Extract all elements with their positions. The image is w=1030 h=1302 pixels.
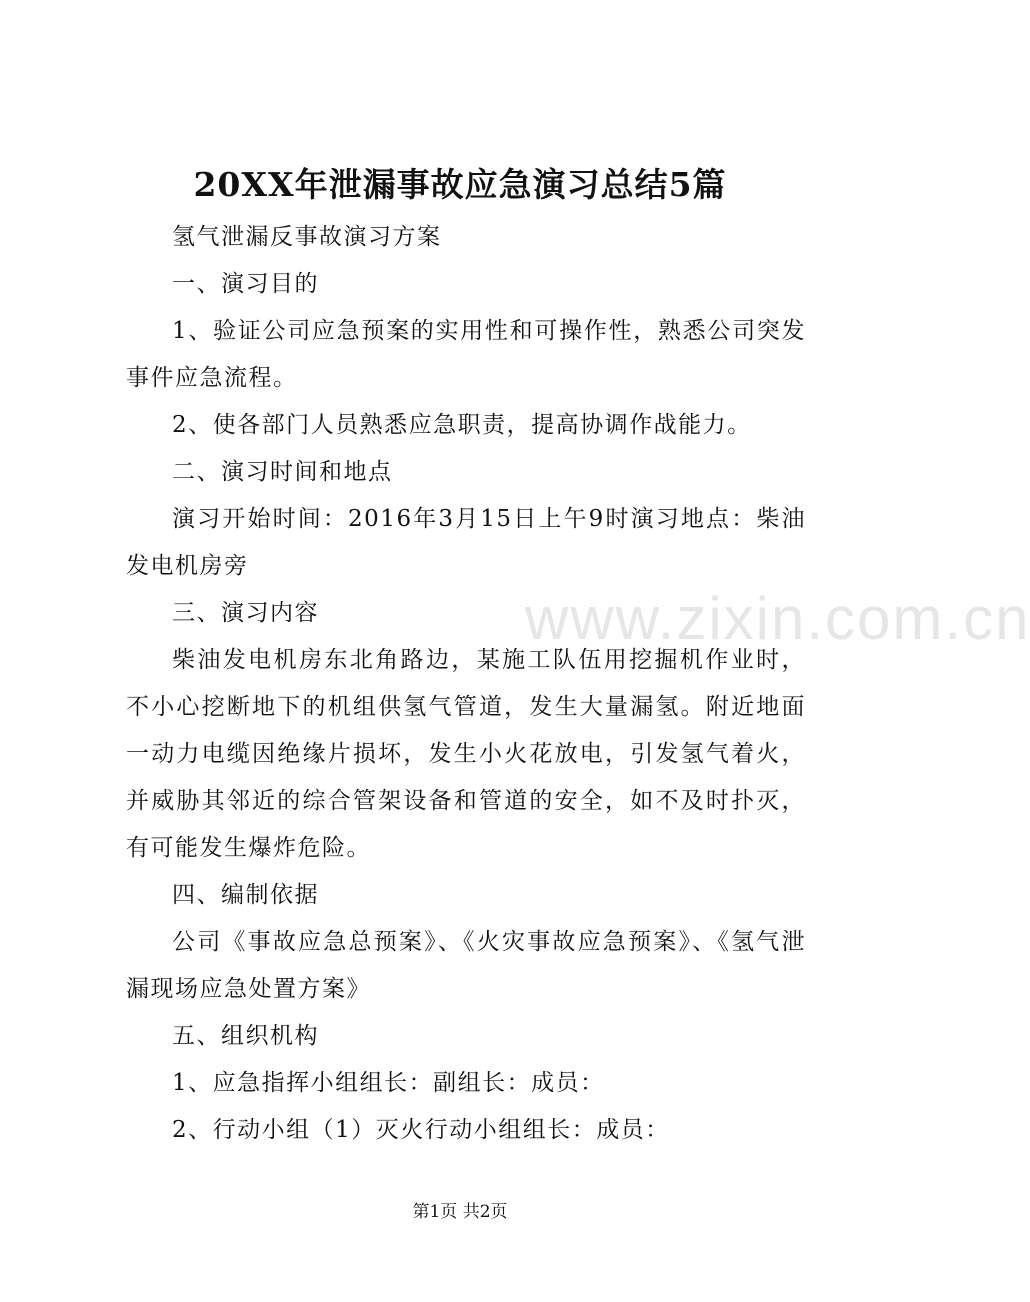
paragraph: 2、使各部门人员熟悉应急职责，提高协调作战能力。 bbox=[172, 412, 752, 438]
paragraph: 1、应急指挥小组组长：副组长：成员： bbox=[172, 1070, 605, 1096]
paragraph: 一、演习目的 bbox=[172, 271, 319, 297]
paragraph: 二、演习时间和地点 bbox=[172, 459, 393, 485]
paragraph: 三、演习内容 bbox=[172, 600, 319, 626]
paragraph: 演习开始时间：2016年3月15日上午9时演习地点：柴油发电机房旁 bbox=[126, 506, 806, 579]
paragraph: 1、验证公司应急预案的实用性和可操作性，熟悉公司突发事件应急流程。 bbox=[126, 318, 806, 391]
paragraph: 氢气泄漏反事故演习方案 bbox=[172, 224, 442, 250]
paragraph: 四、编制依据 bbox=[172, 882, 319, 908]
paragraph: 2、行动小组（1）灭火行动小组组长：成员： bbox=[172, 1117, 670, 1143]
page-footer: 第1页 共2页 bbox=[412, 1202, 508, 1222]
document-body bbox=[126, 214, 806, 1154]
watermark: www.zixin.com.cn bbox=[525, 585, 1030, 652]
paragraph: 柴油发电机房东北角路边，某施工队伍用挖掘机作业时，不小心挖断地下的机组供氢气管道，发生大量漏氢。附近地面一动力电缆因绝缘片损坏，发生小火花放电，引发氢气着火，并威胁其邻近的综合管架设备和管道的安全，如不及时扑灭，有可能发生爆炸危险。 bbox=[126, 647, 806, 861]
document-title: 20XX年泄漏事故应急演习总结5篇 bbox=[193, 165, 727, 204]
paragraph: 公司《事故应急总预案》、《火灾事故应急预案》、《氢气泄漏现场应急处置方案》 bbox=[126, 929, 806, 1002]
paragraph: 五、组织机构 bbox=[172, 1023, 319, 1049]
